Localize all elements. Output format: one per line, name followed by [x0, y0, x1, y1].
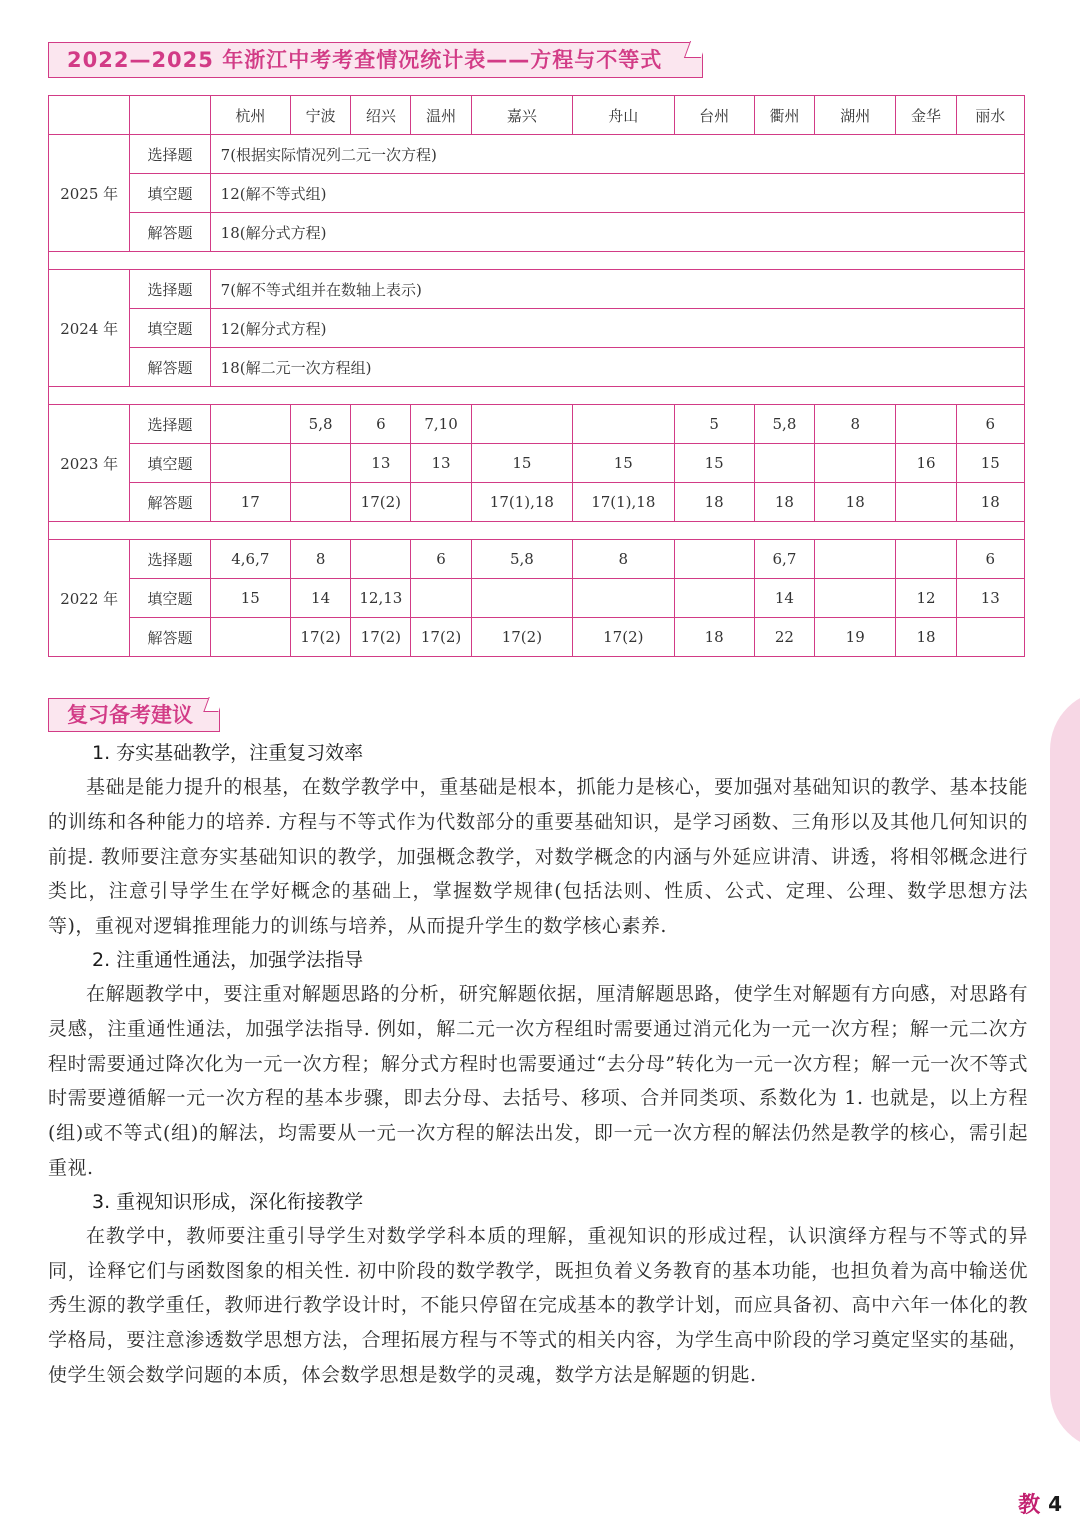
corner-cell — [49, 96, 130, 135]
question-type: 解答题 — [130, 348, 210, 387]
table-cell: 5,8 — [290, 405, 350, 444]
section-heading: 2. 注重通性通法，加强学法指导 — [92, 948, 364, 971]
table-cell — [210, 444, 290, 483]
table-row — [49, 348, 1025, 387]
table-cell — [471, 579, 572, 618]
table-cell: 5,8 — [471, 540, 572, 579]
merged-cell: 18(解二元一次方程组) — [210, 348, 1024, 387]
table-cell: 6 — [411, 540, 471, 579]
section-paragraph: 在教学中，教师要注重引导学生对数学学科本质的理解，重视知识的形成过程，认识演绎方程与不等式的异同，诠释它们与函数图象的相关性. 初中阶段的数学教学，既担负着义务教育的基本功能，也担负着为高中输送优秀生源的教学重任，教师进行教学设计时，不能只停留在完成基本的教学计划，而应具备初、高中六年一体化的教学格局，要注意渗透数学思想方法，合理拓展方程与不等式的相关内容，为学生高中阶段的学习奠定坚实的基础，使学生领会数学问题的本质，体会数学思想是数学的灵魂，数学方法是解题的钥匙. — [48, 1224, 1028, 1386]
table-row — [49, 579, 1025, 618]
table-cell: 15 — [674, 444, 754, 483]
section-heading: 3. 重视知识形成，深化衔接教学 — [92, 1190, 364, 1213]
table-cell: 8 — [815, 405, 896, 444]
table-cell: 6,7 — [754, 540, 814, 579]
question-type: 填空题 — [130, 444, 210, 483]
city-header: 嘉兴 — [471, 96, 572, 135]
merged-cell: 7(解不等式组并在数轴上表示) — [210, 270, 1024, 309]
spacer-row — [49, 252, 1025, 270]
table-cell: 13 — [411, 444, 471, 483]
table-cell: 13 — [351, 444, 411, 483]
table-row — [49, 540, 1025, 579]
city-header: 台州 — [674, 96, 754, 135]
table-cell: 18 — [815, 483, 896, 522]
corner-cell — [130, 96, 210, 135]
table-cell — [896, 405, 956, 444]
question-type: 选择题 — [130, 405, 210, 444]
year-cell: 2025 年 — [49, 135, 130, 252]
table-cell — [471, 405, 572, 444]
table-cell — [674, 579, 754, 618]
question-type: 选择题 — [130, 540, 210, 579]
question-type: 选择题 — [130, 135, 210, 174]
table-row — [49, 309, 1025, 348]
table-cell — [674, 540, 754, 579]
table-row — [49, 135, 1025, 174]
table-cell: 18 — [674, 483, 754, 522]
city-header: 宁波 — [290, 96, 350, 135]
side-decoration — [1050, 690, 1080, 1450]
table-cell: 18 — [754, 483, 814, 522]
table-cell — [573, 579, 674, 618]
table-cell: 17(2) — [290, 618, 350, 657]
city-header: 金华 — [896, 96, 956, 135]
table-cell: 5 — [674, 405, 754, 444]
table-cell — [290, 483, 350, 522]
table-cell: 17(1),18 — [573, 483, 674, 522]
footer-tag: 教 — [1018, 1493, 1041, 1518]
table-cell: 7,10 — [411, 405, 471, 444]
table-cell: 15 — [471, 444, 572, 483]
question-type: 填空题 — [130, 174, 210, 213]
table-cell: 15 — [573, 444, 674, 483]
table-cell: 6 — [956, 540, 1024, 579]
table-cell: 4,6,7 — [210, 540, 290, 579]
table-cell: 13 — [956, 579, 1024, 618]
table-cell: 17(1),18 — [471, 483, 572, 522]
table-cell — [210, 405, 290, 444]
question-type: 填空题 — [130, 579, 210, 618]
table-cell: 18 — [674, 618, 754, 657]
table-row — [49, 405, 1025, 444]
table-cell: 18 — [956, 483, 1024, 522]
table-cell: 15 — [956, 444, 1024, 483]
merged-cell: 12(解不等式组) — [210, 174, 1024, 213]
table-cell — [815, 444, 896, 483]
table-cell: 5,8 — [754, 405, 814, 444]
table-row — [49, 618, 1025, 657]
exam-stats-table — [48, 95, 1025, 657]
table-row — [49, 444, 1025, 483]
section-paragraph: 基础是能力提升的根基，在数学教学中，重基础是根本，抓能力是核心，要加强对基础知识的教学、基本技能的训练和各种能力的培养. 方程与不等式作为代数部分的重要基础知识，是学习函数、三角形以及其他几何知识的前提. 教师要注意夯实基础知识的教学，加强概念教学，对数学概念的内涵与外延应讲清、讲透，将相邻概念进行类比，注意引导学生在学好概念的基础上，掌握数学规律(包括法则、性质、公式、定理、公理、数学思想方法等)，重视对逻辑推理能力的训练与培养，从而提升学生的数学核心素养. — [48, 776, 1028, 938]
table-cell: 17(2) — [471, 618, 572, 657]
advice-content — [48, 737, 1028, 1393]
table-row — [49, 483, 1025, 522]
table-cell — [815, 540, 896, 579]
merged-cell: 12(解分式方程) — [210, 309, 1024, 348]
year-cell: 2022 年 — [49, 540, 130, 657]
table-cell: 17(2) — [411, 618, 471, 657]
table-cell: 8 — [290, 540, 350, 579]
table-cell — [411, 579, 471, 618]
merged-cell: 18(解分式方程) — [210, 213, 1024, 252]
year-cell: 2024 年 — [49, 270, 130, 387]
city-header: 温州 — [411, 96, 471, 135]
header-row — [49, 96, 1025, 135]
city-header: 杭州 — [210, 96, 290, 135]
advice-section-banner: 复习备考建议 — [48, 698, 220, 732]
table-row — [49, 213, 1025, 252]
spacer-row — [49, 522, 1025, 540]
merged-cell: 7(根据实际情况列二元一次方程) — [210, 135, 1024, 174]
table-cell: 19 — [815, 618, 896, 657]
city-header: 湖州 — [815, 96, 896, 135]
question-type: 填空题 — [130, 309, 210, 348]
table-cell — [815, 579, 896, 618]
table-cell: 17(2) — [351, 483, 411, 522]
table-cell: 12,13 — [351, 579, 411, 618]
table-cell: 6 — [351, 405, 411, 444]
table-cell: 18 — [896, 618, 956, 657]
table-cell — [573, 405, 674, 444]
table-cell: 12 — [896, 579, 956, 618]
table-cell — [896, 483, 956, 522]
table-row — [49, 270, 1025, 309]
question-type: 解答题 — [130, 618, 210, 657]
spacer-cell — [49, 252, 1025, 270]
table-cell — [896, 540, 956, 579]
table-cell: 17(2) — [351, 618, 411, 657]
table-cell — [351, 540, 411, 579]
table-cell — [956, 618, 1024, 657]
table-cell: 15 — [210, 579, 290, 618]
city-header: 衢州 — [754, 96, 814, 135]
city-header: 舟山 — [573, 96, 674, 135]
year-cell: 2023 年 — [49, 405, 130, 522]
page-number: 4 — [1048, 1491, 1062, 1516]
table-title-banner: 2022—2025 年浙江中考考查情况统计表——方程与不等式 — [48, 42, 703, 78]
table-cell: 17(2) — [573, 618, 674, 657]
page-footer — [1018, 1488, 1062, 1519]
spacer-row — [49, 387, 1025, 405]
table-cell: 16 — [896, 444, 956, 483]
table-cell: 8 — [573, 540, 674, 579]
table-cell: 14 — [290, 579, 350, 618]
table-cell — [411, 483, 471, 522]
table-cell: 14 — [754, 579, 814, 618]
question-type: 选择题 — [130, 270, 210, 309]
table-cell: 17 — [210, 483, 290, 522]
spacer-cell — [49, 387, 1025, 405]
table-cell — [210, 618, 290, 657]
city-header: 丽水 — [956, 96, 1024, 135]
table-cell: 22 — [754, 618, 814, 657]
section-paragraph: 在解题教学中，要注重对解题思路的分析，研究解题依据，厘清解题思路，使学生对解题有方向感，对思路有灵感，注重通性通法，加强学法指导. 例如，解二元一次方程组时需要通过消元化为一元一次方程；解一元二次方程时需要通过降次化为一元一次方程；解分式方程时也需要通过“去分母”转化为一元一次方程；解一元一次不等式时需要遵循解一元一次方程的基本步骤，即去分母、去括号、移项、合并同类项、系数化为 1. 也就是，以上方程(组)或不等式(组)的解法，均需要从一元一次方程的解法出发，即一元一次方程的解法仍然是教学的核心，需引起重视. — [48, 982, 1028, 1179]
city-header: 绍兴 — [351, 96, 411, 135]
table-cell — [754, 444, 814, 483]
question-type: 解答题 — [130, 483, 210, 522]
question-type: 解答题 — [130, 213, 210, 252]
table-cell: 6 — [956, 405, 1024, 444]
spacer-cell — [49, 522, 1025, 540]
table-cell — [290, 444, 350, 483]
table-row — [49, 174, 1025, 213]
section-heading: 1. 夯实基础教学，注重复习效率 — [92, 742, 364, 764]
